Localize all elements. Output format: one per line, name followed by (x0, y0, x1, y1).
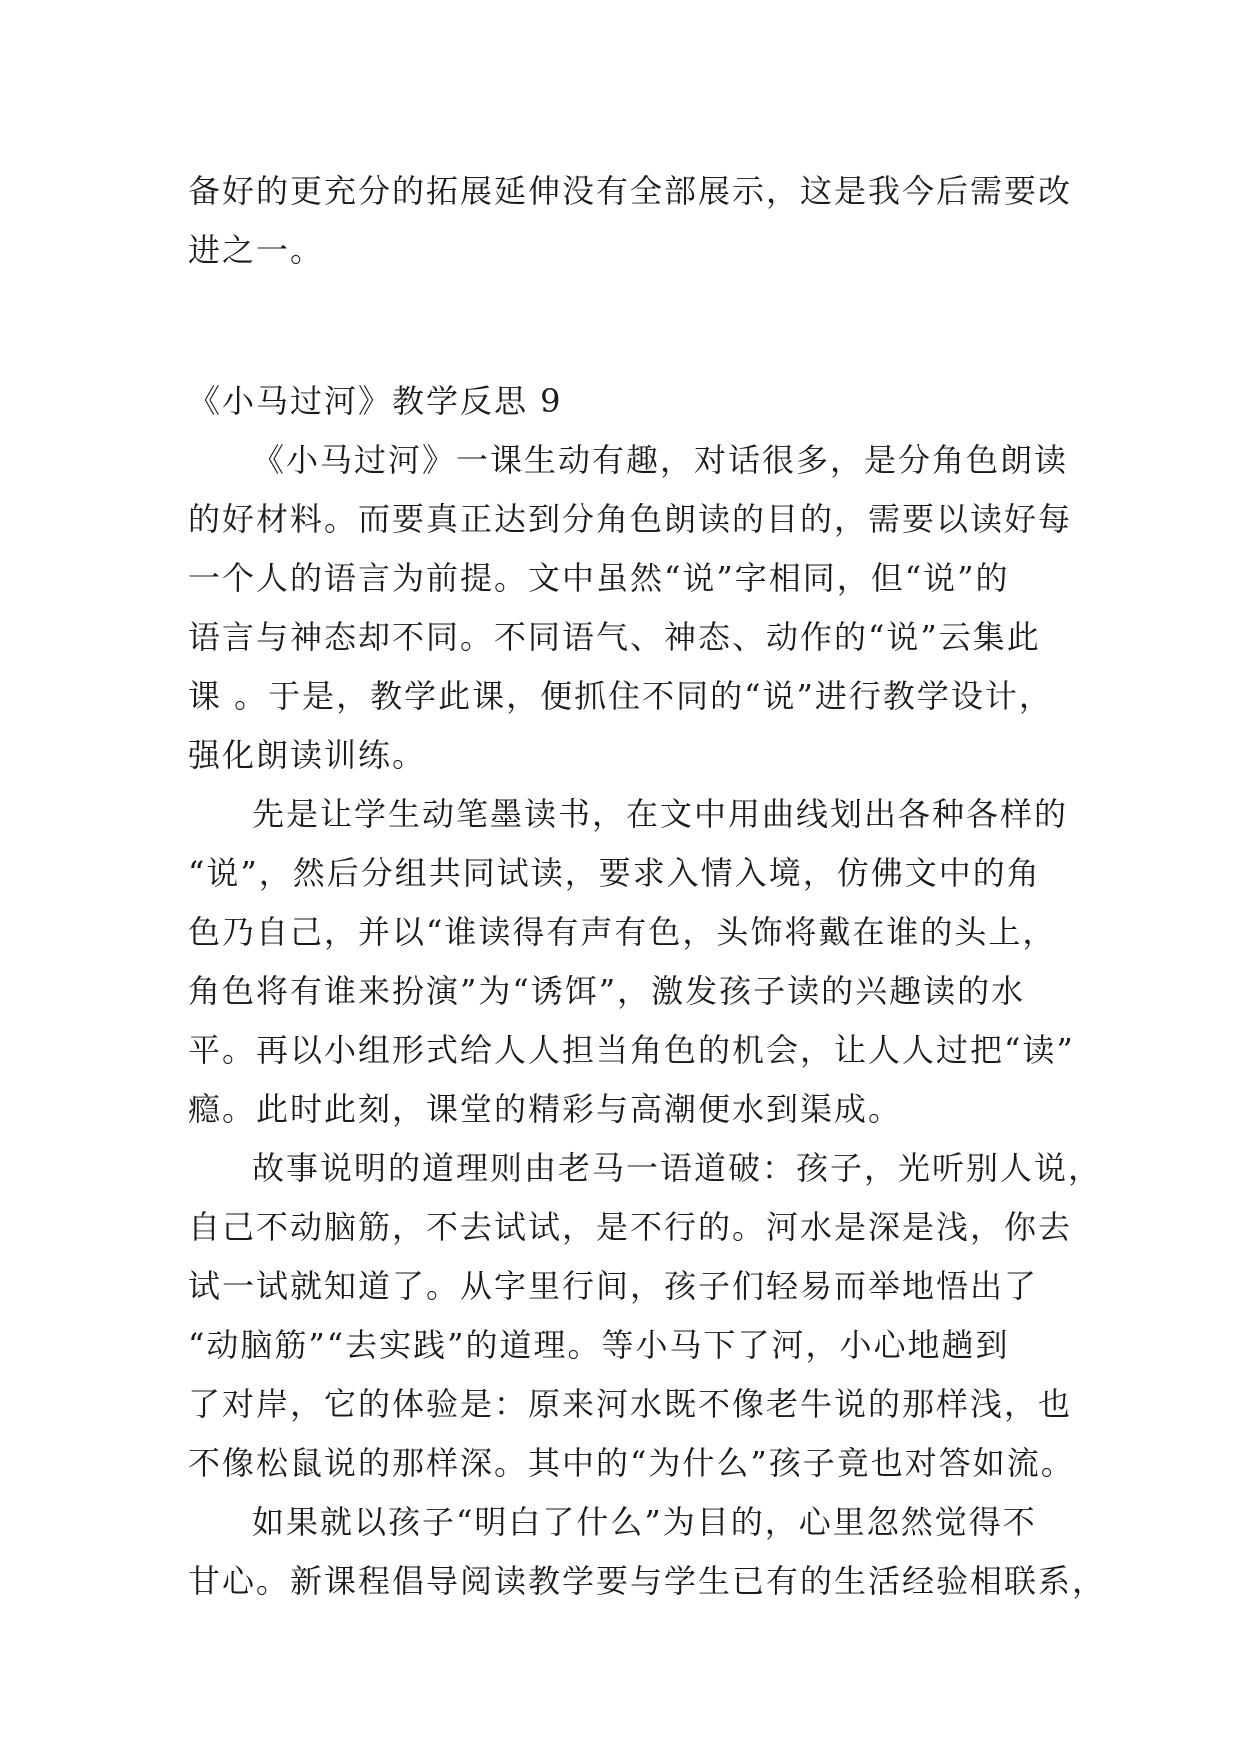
text-line: 甘心。新课程倡导阅读教学要与学生已有的生活经验相联系， (188, 1562, 1107, 1600)
text-line: “动脑筋”“去实践”的道理。等小马下了河，小心地趟到 (188, 1326, 1010, 1364)
text-line: 一个人的语言为前提。文中虽然“说”字相同，但“说”的 (188, 559, 1010, 597)
section-spacer (188, 280, 1053, 372)
text-line: 进之一。 (188, 231, 325, 269)
paragraph-1 (188, 431, 1073, 785)
text-line: 试一试就知道了。从字里行间，孩子们轻易而举地悟出了 (188, 1267, 1039, 1305)
paragraph-4 (188, 1493, 1107, 1611)
text-line: 强化朗读训练。 (188, 736, 427, 774)
text-line: 先是让学生动笔墨读书，在文中用曲线划出各种各样的 (252, 795, 1069, 833)
text-line: 了对岸，它的体验是：原来河水既不像老牛说的那样浅，也 (188, 1385, 1073, 1423)
text-line: 瘾。此时此刻，课堂的精彩与高潮便水到渠成。 (188, 1090, 903, 1128)
intro-paragraph (188, 162, 1073, 280)
text-line: 《小马过河》一课生动有趣，对话很多，是分角色朗读 (252, 441, 1069, 479)
paragraph-3 (188, 1139, 1103, 1493)
text-line: 不像松鼠说的那样深。其中的“为什么”孩子竟也对答如流。 (188, 1444, 1075, 1482)
section-title: 《小马过河》教学反思 9 (188, 382, 563, 420)
text-line: 故事说明的道理则由老马一语道破：孩子，光听别人说， (252, 1149, 1103, 1187)
text-line: 自己不动脑筋，不去试试，是不行的。河水是深是浅，你去 (188, 1208, 1073, 1246)
text-line: 备好的更充分的拓展延伸没有全部展示，这是我今后需要改 (188, 172, 1073, 210)
text-line: 语言与神态却不同。不同语气、神态、动作的“说”云集此 (188, 618, 1041, 656)
text-line: 色乃自己，并以“谁读得有声有色，头饰将戴在谁的头上， (188, 913, 1057, 951)
text-line: 课 。于是，教学此课，便抓住不同的“说”进行教学设计， (188, 677, 1053, 715)
document-body (188, 162, 1107, 1611)
text-line: 的好材料。而要真正达到分角色朗读的目的，需要以读好每 (188, 500, 1073, 538)
text-line: 角色将有谁来扮演”为“诱饵”，激发孩子读的兴趣读的水 (188, 972, 1026, 1010)
text-line: “说”，然后分组共同试读，要求入情入境，仿佛文中的角 (188, 854, 1041, 892)
text-line: 平。再以小组形式给人人担当角色的机会，让人人过把“读” (188, 1031, 1075, 1069)
text-line: 如果就以孩子“明白了什么”为目的，心里忽然觉得不 (252, 1503, 1037, 1541)
paragraph-2 (188, 785, 1075, 1139)
